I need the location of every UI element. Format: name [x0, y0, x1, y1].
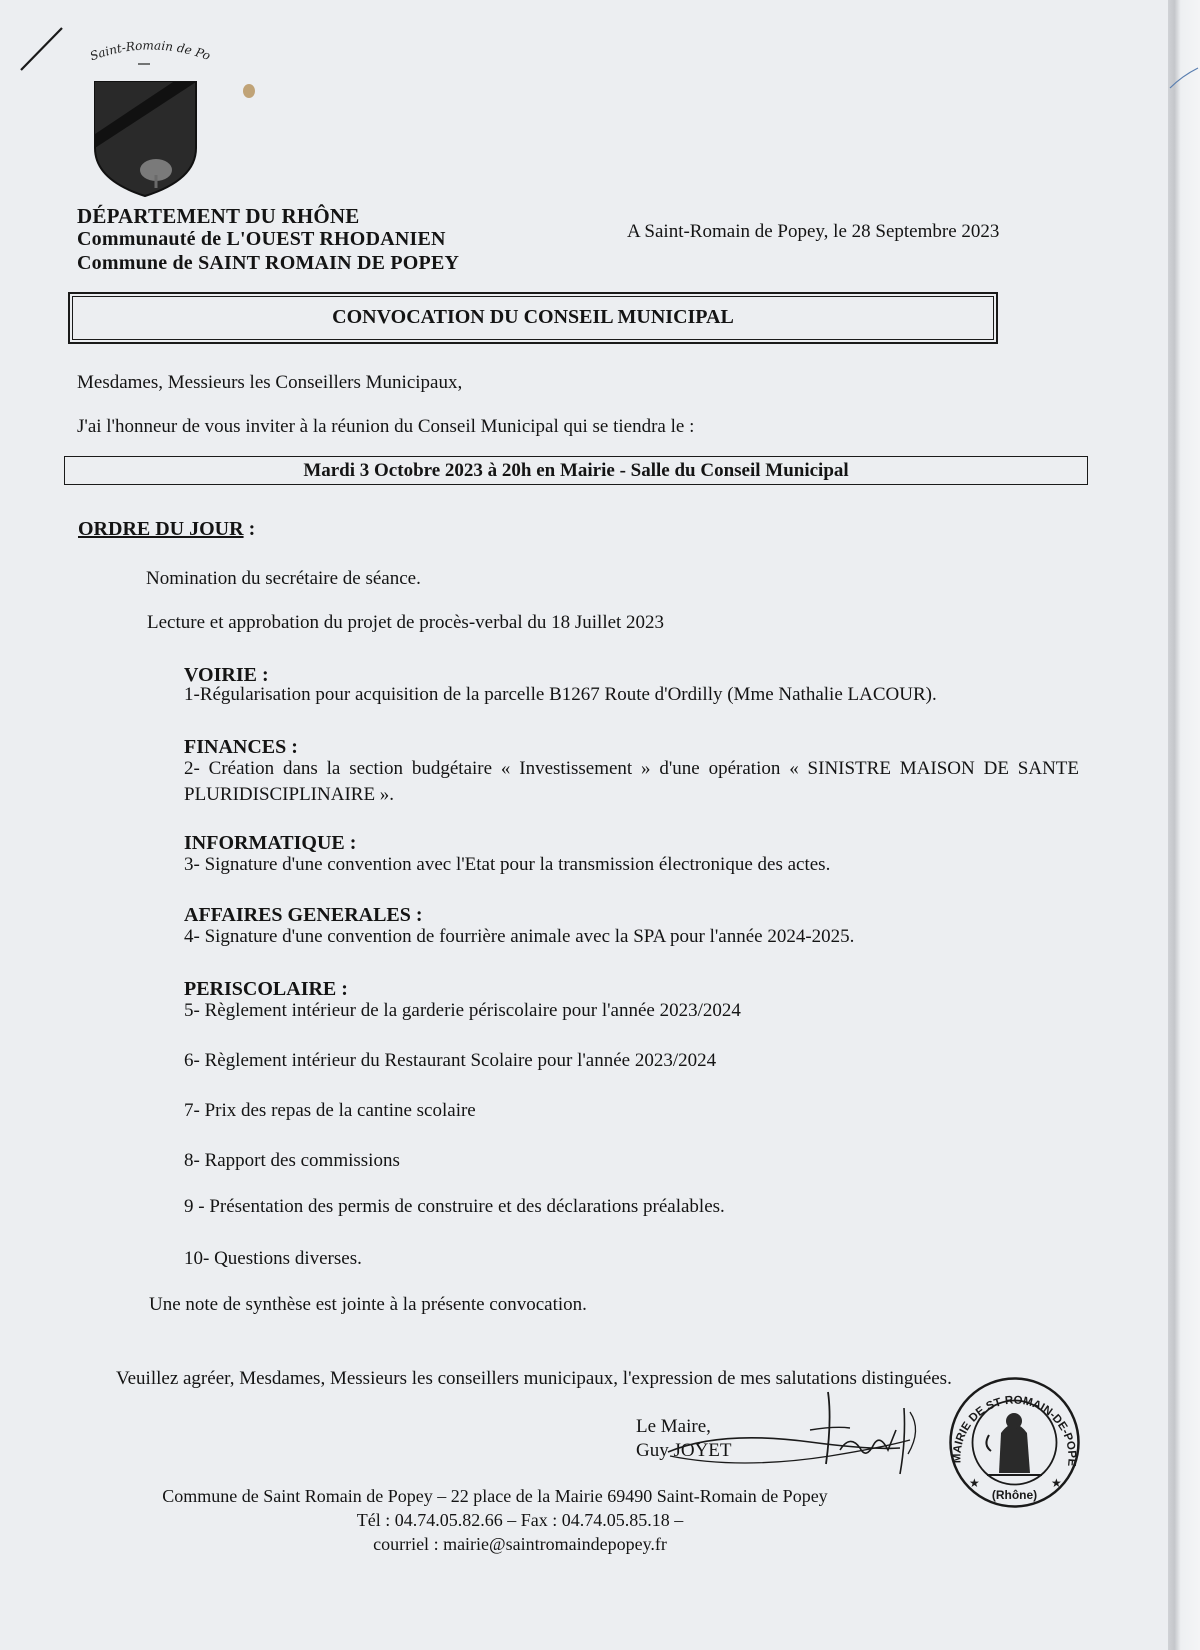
- agenda-heading: [78, 518, 255, 541]
- synthesis-note: Une note de synthèse est jointe à la présente convocation.: [149, 1294, 587, 1315]
- community-name: Communauté de L'OUEST RHODANIEN: [77, 228, 446, 250]
- agenda-heading-colon: :: [243, 518, 256, 540]
- closing-formula: Veuillez agréer, Mesdames, Messieurs les conseillers municipaux, l'expression de mes salutations distinguées.: [116, 1368, 952, 1389]
- agenda-heading-label: ORDRE DU JOUR: [78, 518, 244, 540]
- logo-arms-text: Saint-Romain de Po: [88, 38, 213, 64]
- salutation: Mesdames, Messieurs les Conseillers Municipaux,: [77, 372, 463, 393]
- agenda-item: 7- Prix des repas de la cantine scolaire: [184, 1100, 476, 1121]
- section-heading-informatique: INFORMATIQUE :: [184, 832, 357, 854]
- svg-text:★: ★: [1051, 1476, 1062, 1490]
- section-heading-voirie: VOIRIE :: [184, 664, 269, 686]
- scan-edge: [1168, 0, 1200, 1650]
- footer-email: courriel : mairie@saintromaindepopey.fr: [373, 1534, 667, 1554]
- section-heading-periscolaire: PERISCOLAIRE :: [184, 978, 348, 1000]
- paper-smudge: [243, 84, 255, 98]
- footer-phone-fax: Tél : 04.74.05.82.66 – Fax : 04.74.05.85.18 –: [356, 1510, 684, 1530]
- commune-name: Commune de SAINT ROMAIN DE POPEY: [77, 252, 460, 274]
- agenda-item: 9 - Présentation des permis de construire et des déclarations préalables.: [184, 1196, 725, 1217]
- margin-pen-mark: [1168, 62, 1200, 92]
- meeting-date-place: Mardi 3 Octobre 2023 à 20h en Mairie - Salle du Conseil Municipal: [303, 460, 849, 481]
- stamp-region: (Rhône): [991, 1488, 1038, 1502]
- municipal-logo: [78, 30, 218, 200]
- agenda-preliminary-item: Nomination du secrétaire de séance.: [146, 568, 421, 589]
- footer-address: Commune de Saint Romain de Popey – 22 place de la Mairie 69490 Saint-Romain de Popey: [162, 1486, 828, 1506]
- department-name: DÉPARTEMENT DU RHÔNE: [77, 204, 360, 228]
- agenda-item: 1-Régularisation pour acquisition de la parcelle B1267 Route d'Ordilly (Mme Nathalie LACOUR).: [184, 684, 937, 705]
- section-heading-affaires-generales: AFFAIRES GENERALES :: [184, 904, 423, 926]
- signatory-title: Le Maire,: [636, 1416, 711, 1437]
- meeting-frame: [64, 456, 1088, 485]
- svg-text:★: ★: [969, 1476, 980, 1490]
- agenda-item: 8- Rapport des commissions: [184, 1150, 400, 1171]
- agenda-preliminary-item: Lecture et approbation du projet de procès-verbal du 18 Juillet 2023: [147, 612, 665, 633]
- agenda-item: 6- Règlement intérieur du Restaurant Scolaire pour l'année 2023/2024: [184, 1050, 717, 1071]
- signatory-name: Guy JOYET: [636, 1440, 732, 1461]
- invitation-text: J'ai l'honneur de vous inviter à la réunion du Conseil Municipal qui se tiendra le :: [77, 416, 695, 437]
- svg-text:Saint-Romain de Popey: [78, 30, 212, 63]
- agenda-item: 5- Règlement intérieur de la garderie périscolaire pour l'année 2023/2024: [184, 1000, 741, 1021]
- agenda-item: 10- Questions diverses.: [184, 1248, 362, 1269]
- place-and-date: A Saint-Romain de Popey, le 28 Septembre 2023: [627, 221, 1000, 242]
- agenda-item: 3- Signature d'une convention avec l'Etat pour la transmission électronique des actes.: [184, 854, 831, 875]
- handwritten-signature: [660, 1390, 940, 1480]
- document-title: CONVOCATION DU CONSEIL MUNICIPAL: [332, 306, 734, 328]
- agenda-item: 2- Création dans la section budgétaire « Investissement » d'une opération « SINISTRE MAISON DE SANTE PLURIDISCIPLINAIRE ».: [184, 758, 1079, 805]
- agenda-item: 4- Signature d'une convention de fourrière animale avec la SPA pour l'année 2024-2025.: [184, 926, 855, 947]
- title-frame: [68, 292, 998, 344]
- stamp-text: MAIRIE DE ST ROMAIN-DE-POPE: [951, 1394, 1078, 1467]
- coat-of-arms-icon: [78, 30, 218, 200]
- section-heading-finances: FINANCES :: [184, 736, 298, 758]
- pen-stroke-mark: [18, 24, 68, 74]
